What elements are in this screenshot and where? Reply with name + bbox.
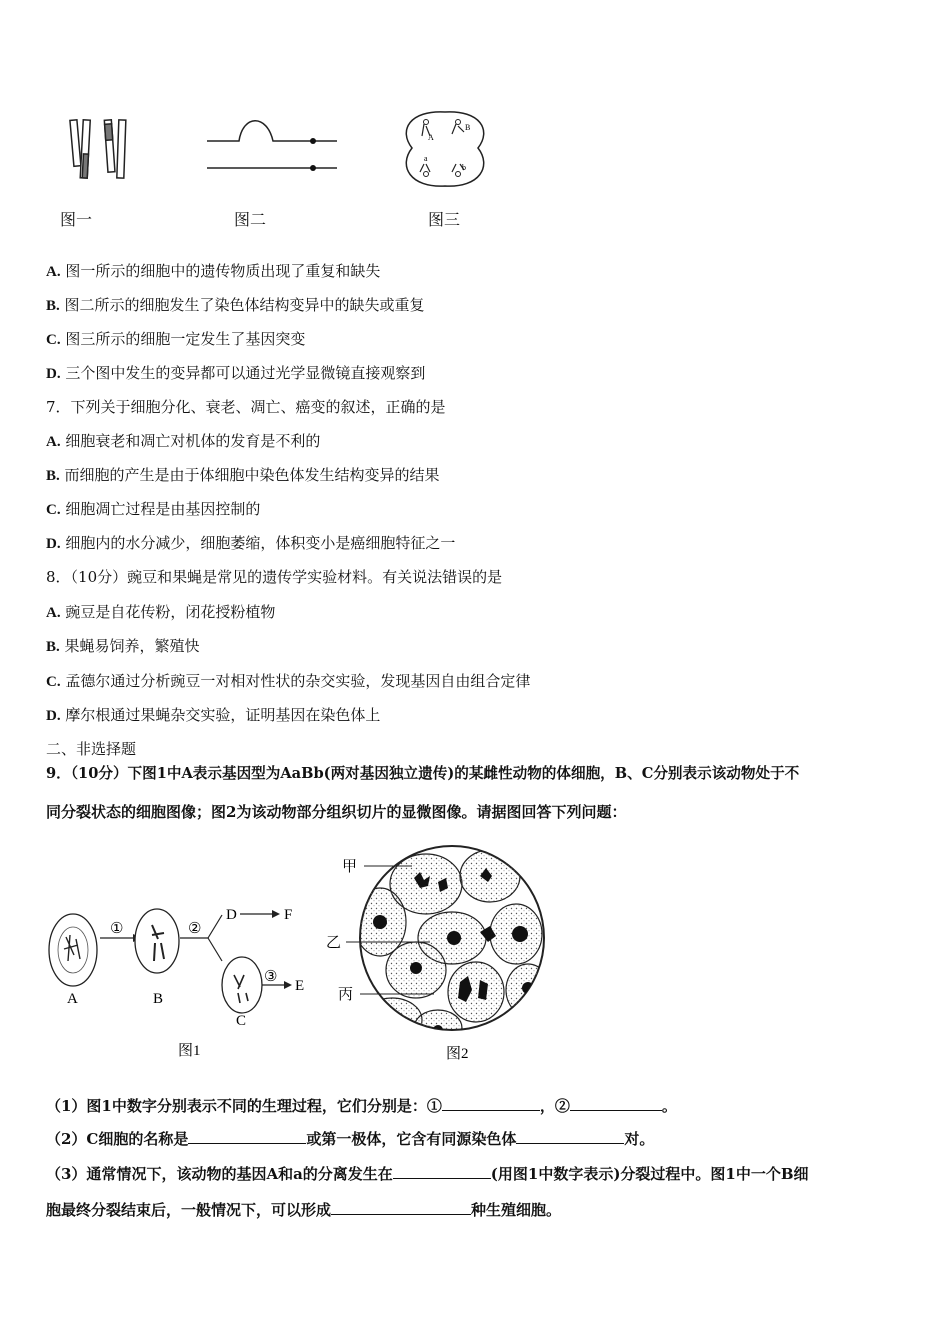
- figure-two: [205, 118, 340, 178]
- q7-option-c: C. 细胞凋亡过程是由基因控制的: [46, 500, 261, 518]
- q6-option-c: C. 图三所示的细胞一定发生了基因突变: [46, 330, 306, 348]
- q8-stem: 8．（10分）豌豆和果蝇是常见的遗传学实验材料。有关说法错误的是: [46, 568, 503, 586]
- figure-two-caption: 图二: [234, 210, 267, 229]
- figure-one-caption: 图一: [60, 210, 93, 229]
- answer-blank-5[interactable]: [393, 1164, 491, 1179]
- q8-option-a: A. 豌豆是自花传粉，闭花授粉植物: [46, 603, 276, 621]
- section-heading: 二、非选择题: [46, 740, 137, 758]
- q6-option-d: D. 三个图中发生的变异都可以通过光学显微镜直接观察到: [46, 364, 426, 382]
- q6-option-a: A. 图一所示的细胞中的遗传物质出现了重复和缺失: [46, 262, 381, 280]
- answer-blank-2[interactable]: [570, 1096, 662, 1111]
- figure-1-caption: 图1: [178, 1043, 201, 1059]
- answer-blank-6[interactable]: [331, 1200, 471, 1215]
- centromere-upper: [310, 138, 316, 144]
- q9-sub3: （3）通常情况下，该动物的基因A和a的分离发生在 (用图1中数字表示)分裂过程中。图1中一个B细: [46, 1165, 809, 1183]
- step-2: ②: [188, 921, 202, 937]
- fig3-gene-B: B: [465, 123, 471, 132]
- q8-option-c: C. 孟德尔通过分析豌豆一对相对性状的杂交实验，发现基因自由组合定律: [46, 672, 531, 690]
- cell-B-label: B: [153, 991, 164, 1007]
- q7-option-b: B. 而细胞的产生是由于体细胞中染色体发生结构变异的结果: [46, 466, 440, 484]
- cell-A-label: A: [67, 991, 78, 1007]
- q9-figure-2: [320, 842, 560, 1072]
- step-1: ①: [110, 921, 124, 937]
- figure-three: [400, 108, 490, 190]
- q9-sub2: （2）C细胞的名称是 或第一极体，它含有同源染色体 对。: [46, 1130, 655, 1148]
- q7-stem: 7．下列关于细胞分化、衰老、凋亡、癌变的叙述，正确的是: [46, 398, 446, 416]
- label-bing: 丙: [338, 987, 354, 1003]
- centromere-lower: [310, 165, 316, 171]
- cell-B: [135, 909, 179, 973]
- q8-option-d: D. 摩尔根通过果蝇杂交实验，证明基因在染色体上: [46, 706, 381, 724]
- cell-A: [49, 914, 97, 986]
- outcome-F: F: [284, 907, 293, 923]
- outcome-D: D: [226, 907, 237, 923]
- cell-C: [222, 957, 262, 1013]
- dividing-cell-outline: [406, 112, 483, 186]
- outcome-E: E: [295, 978, 305, 994]
- q9-figure-1: [40, 895, 320, 1065]
- homolog-upper: [207, 121, 337, 141]
- answer-blank-4[interactable]: [516, 1129, 624, 1144]
- q9-stem-line1: 9．（10分）下图1中A表示基因型为AaBb(两对基因独立遗传)的某雌性动物的体细胞，B、C分别表示该动物处于不: [46, 765, 800, 782]
- q7-option-d: D. 细胞内的水分减少，细胞萎缩，体积变小是癌细胞特征之一: [46, 534, 456, 552]
- chromosome-pair-left: [70, 120, 90, 178]
- figure-one: [66, 114, 136, 184]
- q9-sub1: （1）图1中数字分别表示不同的生理过程，它们分别是：① ，② 。: [46, 1097, 677, 1115]
- q9-sub3-line2: 胞最终分裂结束后，一般情况下，可以形成 种生殖细胞。: [46, 1201, 562, 1219]
- answer-blank-1[interactable]: [442, 1096, 540, 1111]
- fig3-gene-a: a: [424, 154, 428, 163]
- label-jia: 甲: [342, 859, 358, 875]
- fig3-gene-b: b: [462, 163, 466, 172]
- cell-C-label: C: [236, 1013, 247, 1029]
- q6-option-b: B. 图二所示的细胞发生了染色体结构变异中的缺失或重复: [46, 296, 425, 314]
- figure-2-caption: 图2: [446, 1046, 469, 1062]
- q9-stem-line2: 同分裂状态的细胞图像；图2为该动物部分组织切片的显微图像。请据图回答下列问题：: [46, 803, 627, 821]
- step-3: ③: [264, 969, 278, 985]
- chromosome-pair-right: [104, 120, 125, 178]
- figure-three-caption: 图三: [428, 210, 461, 229]
- q7-option-a: A. 细胞衰老和凋亡对机体的发育是不利的: [46, 432, 321, 450]
- fig3-gene-A: A: [428, 133, 434, 142]
- label-yi: 乙: [326, 935, 342, 951]
- q8-option-b: B. 果蝇易饲养，繁殖快: [46, 637, 200, 655]
- answer-blank-3[interactable]: [188, 1129, 306, 1144]
